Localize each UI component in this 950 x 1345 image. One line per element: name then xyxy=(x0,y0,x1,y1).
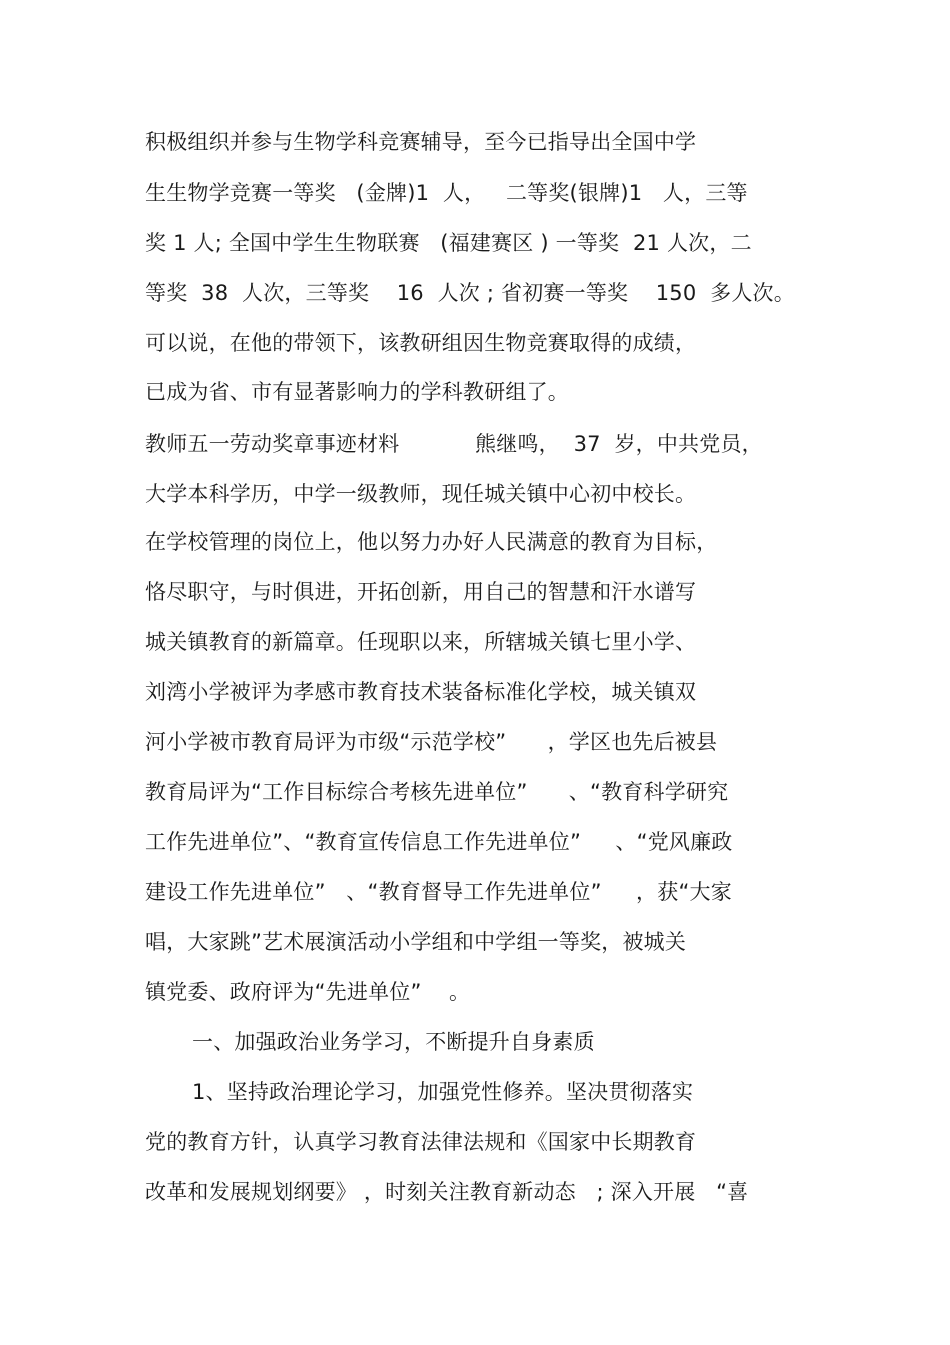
text-line-18: 镇党委、政府评为“先进单位” 。 xyxy=(145,980,471,1004)
text-line-21: 党的教育方针，认真学习教育法律法规和《国家中长期教育 xyxy=(145,1130,697,1154)
text-line-2: 生生物学竞赛一等奖 (金牌)1 人， 二等奖(银牌)1 人，三等 xyxy=(145,181,748,205)
text-line-7: 教师五一劳动奖章事迹材料 熊继鸣， 37 岁，中共党员， xyxy=(145,432,763,456)
text-line-6: 已成为省、市有显著影响力的学科教研组了。 xyxy=(145,380,569,404)
text-line-17: 唱，大家跳”艺术展演活动小学组和中学组一等奖，被城关 xyxy=(145,930,687,954)
text-line-11: 城关镇教育的新篇章。任现职以来，所辖城关镇七里小学、 xyxy=(145,630,697,654)
text-line-14: 教育局评为“工作目标综合考核先进单位” 、“教育科学研究 xyxy=(145,780,729,804)
text-line-8: 大学本科学历，中学一级教师，现任城关镇中心初中校长。 xyxy=(145,482,697,506)
section-heading: 一、加强政治业务学习，不断提升自身素质 xyxy=(192,1030,595,1054)
text-line-13: 河小学被市教育局评为市级“示范学校” ，学区也先后被县 xyxy=(145,730,718,754)
text-line-5: 可以说，在他的带领下，该教研组因生物竞赛取得的成绩， xyxy=(145,331,697,355)
text-line-22: 改革和发展规划纲要》 ，时刻关注教育新动态 ; 深入开展 “喜 xyxy=(145,1180,749,1204)
text-line-10: 恪尽职守，与时俱进，开拓创新，用自己的智慧和汗水谱写 xyxy=(145,580,697,604)
text-line-1: 积极组织并参与生物学科竞赛辅导，至今已指导出全国中学 xyxy=(145,130,697,154)
text-line-16: 建设工作先进单位” 、“教育督导工作先进单位” ，获“大家 xyxy=(145,880,732,904)
text-line-12: 刘湾小学被评为孝感市教育技术装备标准化学校，城关镇双 xyxy=(145,680,697,704)
text-line-15: 工作先进单位”、“教育宣传信息工作先进单位” 、“党风廉政 xyxy=(145,830,733,854)
text-line-4: 等奖 38 人次，三等奖 16 人次 ; 省初赛一等奖 150 多人次。 xyxy=(145,281,795,305)
text-line-3: 奖 1 人; 全国中学生生物联赛 (福建赛区 ) 一等奖 21 人次，二 xyxy=(145,231,752,255)
text-line-9: 在学校管理的岗位上，他以努力办好人民满意的教育为目标， xyxy=(145,530,718,554)
text-line-20: 1、坚持政治理论学习，加强党性修养。坚决贯彻落实 xyxy=(192,1080,694,1104)
